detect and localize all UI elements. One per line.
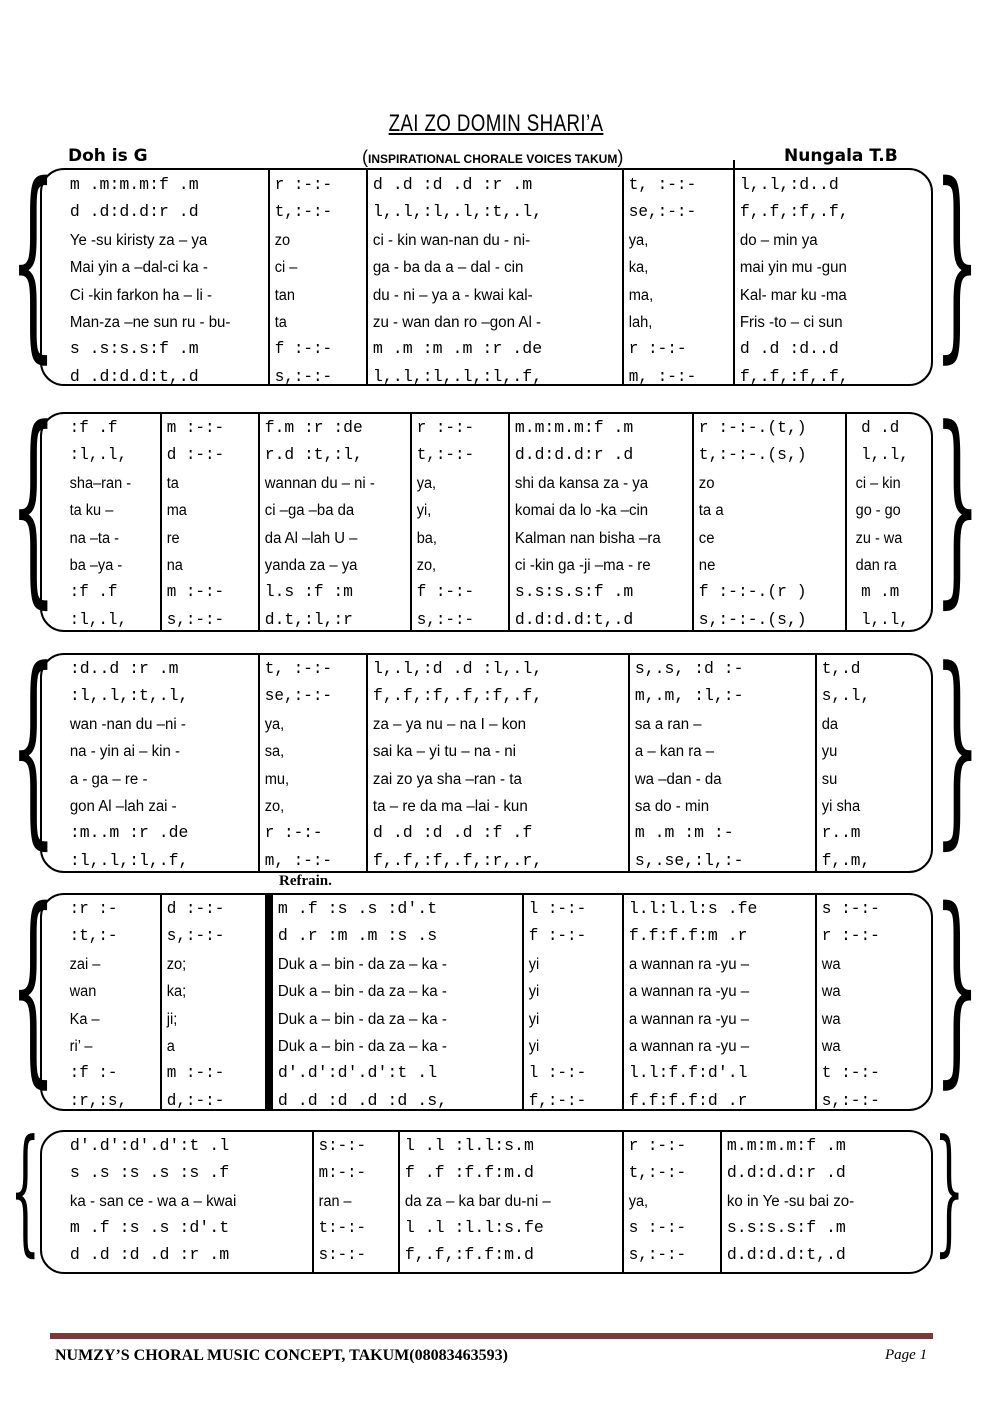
- song-title: ZAI ZO DOMIN SHARI’A: [388, 110, 604, 137]
- solfa-line: t:-:-: [318, 1218, 367, 1238]
- left-brace-icon: {: [10, 865, 57, 1107]
- solfa-line: :l,.l,: [69, 610, 128, 630]
- solfa-line: :l,.l,:t,.l,: [69, 687, 189, 707]
- lyric-line: ka;: [166, 983, 187, 1001]
- lyric-line: Man-za –ne sun ru - bu-: [69, 314, 231, 331]
- lyric-line: Kalman nan bisha –ra: [514, 529, 661, 547]
- lyric-line: yi: [528, 983, 540, 1001]
- lyric-line: do – min ya: [739, 231, 818, 249]
- key-signature: Doh is G: [68, 146, 148, 166]
- solfa-line: m :-:-: [166, 419, 225, 438]
- measure: [624, 895, 817, 1109]
- solfa-line: t,:-:-: [416, 446, 475, 466]
- solfa-line: :t,:-: [69, 927, 118, 947]
- measure: [260, 414, 412, 630]
- lyric-line: yi: [528, 1010, 540, 1028]
- lyric-line: zai –: [69, 955, 101, 973]
- solfa-line: s:-:-: [318, 1137, 367, 1156]
- solfa-line: d'.d':d'.d':t .l: [277, 1064, 438, 1084]
- solfa-line: s,:-:-: [274, 367, 333, 386]
- solfa-line: l,.l,:l,.l,:l,.f,: [372, 367, 543, 386]
- lyric-line: a wannan ra -yu –: [628, 983, 750, 1001]
- solfa-line: f .f :f.f:m.d: [404, 1164, 534, 1184]
- lyric-line: zo: [698, 474, 715, 492]
- measure: [817, 895, 933, 1109]
- solfa-line: d .d:d.d:t,.d: [69, 367, 199, 386]
- solfa-line: d.t,:l,:r: [264, 610, 353, 630]
- solfa-line: d .d: [851, 419, 900, 438]
- lyric-line: za – ya nu – na I – kon: [372, 715, 527, 733]
- solfa-line: m .m :m :-: [634, 824, 734, 844]
- lyric-line: wa –dan - da: [634, 770, 722, 788]
- lyric-line: sai ka – yi tu – na - ni: [372, 743, 516, 761]
- solfa-line: s,.se,:l,:-: [634, 851, 744, 871]
- lyric-line: tan: [274, 286, 295, 304]
- lyric-line: ne: [698, 557, 716, 574]
- lyric-line: Ye -su kiristy za – ya: [69, 231, 208, 249]
- lyric-line: sa a ran –: [634, 715, 702, 733]
- lyric-line: a - ga – re -: [69, 770, 148, 788]
- footer-publisher: NUMZY’S CHORAL MUSIC CONCEPT, TAKUM(08083463593): [55, 1347, 508, 1364]
- lyric-line: dan ra: [851, 557, 897, 574]
- solfa-line: r..m: [821, 824, 861, 844]
- lyric-line: ta: [274, 314, 287, 331]
- solfa-line: s.s:s.s:f .m: [514, 583, 634, 603]
- footer-divider: [50, 1333, 933, 1339]
- composer-name: Nungala T.B: [784, 146, 898, 166]
- solfa-line: s,:-:-: [166, 927, 225, 947]
- solfa-line: r.d :t,:l,: [264, 446, 363, 466]
- solfa-line: r :-:-: [274, 176, 333, 195]
- lyric-line: ba,: [416, 529, 437, 547]
- measure: [847, 414, 933, 630]
- lyric-line: Ci -kin farkon ha – li -: [69, 286, 213, 304]
- lyric-line: na: [166, 557, 183, 574]
- solfa-line: l :-:-: [528, 1064, 587, 1084]
- solfa-line: m .f :s .s :d'.t: [277, 900, 438, 919]
- lyric-line: zo: [274, 231, 291, 249]
- measure: [270, 170, 368, 384]
- measure: [817, 655, 933, 871]
- solfa-line: m.m:m.m:f .m: [726, 1137, 846, 1156]
- lyric-line: Ka –: [69, 1010, 100, 1028]
- measure: [694, 414, 847, 630]
- lyric-line: ka,: [628, 259, 649, 277]
- solfa-line: l.l:f.f:d'.l: [628, 1064, 748, 1084]
- refrain-label: Refrain.: [279, 873, 332, 889]
- solfa-line: s:-:-: [318, 1246, 367, 1266]
- solfa-line: d .d :d .d :f .f: [372, 824, 533, 844]
- lyric-line: wa: [821, 983, 841, 1001]
- lyric-line: ran –: [318, 1192, 352, 1210]
- solfa-line: s,:-:-: [628, 1246, 687, 1266]
- solfa-line: m:-:-: [318, 1164, 367, 1184]
- lyric-line: da Al –lah U –: [264, 529, 358, 547]
- score-system: [40, 1130, 933, 1274]
- solfa-line: m :-:-: [166, 583, 225, 603]
- measure: [64, 170, 270, 384]
- solfa-line: r :-:-: [416, 419, 475, 438]
- solfa-line: s,.l,: [821, 687, 871, 707]
- solfa-line: l,.l,:d..d: [739, 176, 839, 195]
- lyric-line: wannan du – ni -: [264, 474, 375, 492]
- lyric-line: na - yin ai – kin -: [69, 743, 181, 761]
- lyric-line: ci –ga –ba da: [264, 502, 355, 520]
- solfa-line: s,:-:-.(s,): [698, 610, 807, 630]
- measure: [64, 1132, 314, 1272]
- solfa-line: m .m:m.m:f .m: [69, 176, 199, 195]
- lyric-line: a: [166, 1038, 175, 1055]
- solfa-line: d .d :d .d :r .m: [69, 1246, 230, 1266]
- lyric-line: ma,: [628, 286, 654, 304]
- lyric-line: ta a: [698, 502, 724, 520]
- solfa-line: f.m :r :de: [264, 419, 363, 438]
- lyric-line: na –ta -: [69, 529, 119, 547]
- lyric-line: sha–ran -: [69, 474, 132, 492]
- lyric-line: ka - san ce - wa a – kwai: [69, 1192, 237, 1210]
- measure: [624, 1132, 722, 1272]
- choir-name-text: INSPIRATIONAL CHORALE VOICES TAKUM: [368, 152, 618, 166]
- lyric-line: yi sha: [821, 798, 861, 815]
- solfa-line: :f :-: [69, 1064, 118, 1084]
- lyric-line: ci -kin ga -ji –ma - re: [514, 557, 651, 574]
- solfa-line: :f .f: [69, 583, 118, 603]
- solfa-line: r :-:-: [264, 824, 323, 844]
- solfa-line: se,:-:-: [628, 203, 697, 223]
- left-brace-icon: {: [10, 384, 57, 627]
- solfa-line: f.f:f.f:m .r: [628, 927, 748, 947]
- solfa-line: s.s:s.s:f .m: [726, 1218, 846, 1238]
- measure: [624, 170, 735, 384]
- lyric-line: da: [821, 715, 839, 733]
- solfa-line: d .r :m .m :s .s: [277, 927, 438, 947]
- solfa-line: d.d:d.d:t,.d: [726, 1246, 846, 1266]
- solfa-line: d :-:-: [166, 900, 225, 919]
- solfa-line: s .s :s .s :s .f: [69, 1164, 230, 1184]
- solfa-line: l,.l,:l,.l,:t,.l,: [372, 203, 543, 223]
- solfa-line: :l,.l,: [69, 446, 128, 466]
- solfa-line: m .f :s .s :d'.t: [69, 1218, 230, 1238]
- measure: [735, 170, 933, 384]
- lyric-line: go - go: [851, 502, 901, 520]
- lyric-line: Kal- mar ku -ma: [739, 286, 847, 304]
- solfa-line: d .d:d.d:r .d: [69, 203, 199, 223]
- lyric-line: Duk a – bin - da za – ka -: [277, 1010, 447, 1028]
- solfa-line: d :-:-: [166, 446, 225, 466]
- lyric-line: lah,: [628, 314, 653, 331]
- solfa-line: l .l :l.l:s.fe: [404, 1218, 544, 1238]
- left-brace-icon: {: [10, 140, 57, 382]
- measure: [64, 655, 260, 871]
- solfa-line: l,.l,: [851, 610, 909, 630]
- solfa-line: m, :-:-: [264, 851, 333, 871]
- solfa-line: m .m: [851, 583, 900, 603]
- solfa-line: :m..m :r .de: [69, 824, 189, 844]
- solfa-line: se,:-:-: [264, 687, 333, 707]
- lyric-line: a wannan ra -yu –: [628, 1010, 750, 1028]
- solfa-line: r :-:-: [628, 340, 687, 360]
- lyric-line: ta ku –: [69, 502, 114, 520]
- measure: [524, 895, 624, 1109]
- solfa-line: l.s :f :m: [264, 583, 353, 603]
- lyric-line: zu - wa: [851, 529, 903, 547]
- measure: [400, 1132, 624, 1272]
- solfa-line: l .l :l.l:s.m: [404, 1137, 534, 1156]
- score-system: [40, 168, 933, 386]
- solfa-line: f :-:-: [274, 340, 333, 360]
- lyric-line: ga - ba da a – dal - cin: [372, 259, 524, 277]
- solfa-line: d .d :d .d :r .m: [372, 176, 533, 195]
- lyric-line: ci –: [274, 259, 298, 277]
- solfa-line: s,:-:-: [166, 610, 225, 630]
- lyric-line: Duk a – bin - da za – ka -: [277, 1038, 447, 1055]
- lyric-line: zu - wan dan ro –gon Al -: [372, 314, 542, 331]
- lyric-line: ji;: [166, 1010, 178, 1028]
- solfa-line: :r,:s,: [69, 1091, 128, 1111]
- solfa-line: t, :-:-: [264, 660, 333, 679]
- solfa-line: l,.l,:d .d :l,.l,: [372, 660, 543, 679]
- lyric-line: re: [166, 529, 180, 547]
- page-number: Page 1: [885, 1347, 928, 1363]
- solfa-line: r :-:-: [821, 927, 880, 947]
- lyric-line: zo,: [416, 557, 437, 574]
- lyric-line: yi: [528, 1038, 540, 1055]
- lyric-line: mai yin mu -gun: [739, 259, 847, 277]
- solfa-line: t :-:-: [821, 1064, 880, 1084]
- measure: [267, 895, 524, 1109]
- score-system: [40, 412, 933, 632]
- lyric-line: ya,: [264, 715, 285, 733]
- lyric-line: zo;: [166, 955, 187, 973]
- lyric-line: sa do - min: [634, 798, 710, 815]
- solfa-line: m, :-:-: [628, 367, 697, 386]
- lyric-line: ci – kin: [851, 474, 901, 492]
- solfa-line: :f .f: [69, 419, 118, 438]
- solfa-line: s,:-:-: [416, 610, 475, 630]
- solfa-line: f,.f,:f,.f,: [739, 367, 849, 386]
- lyric-line: ba –ya -: [69, 557, 123, 574]
- lyric-line: yu: [821, 743, 838, 761]
- solfa-line: d .d :d..d: [739, 340, 839, 360]
- lyric-line: sa,: [264, 743, 285, 761]
- solfa-line: m,.m, :l,:-: [634, 687, 744, 707]
- measure: [368, 170, 624, 384]
- solfa-line: f :-:-: [416, 583, 475, 603]
- solfa-line: m .m :m .m :r .de: [372, 340, 543, 360]
- solfa-line: s,:-:-: [821, 1091, 880, 1111]
- lyric-line: ri’ –: [69, 1038, 93, 1055]
- lyric-line: a wannan ra -yu –: [628, 1038, 750, 1055]
- solfa-line: t,:-:-: [628, 1164, 687, 1184]
- solfa-line: f.f:f.f:d .r: [628, 1091, 748, 1111]
- lyric-line: ma: [166, 502, 187, 520]
- solfa-line: t,:-:-: [274, 203, 333, 223]
- solfa-line: d.d:d.d:r .d: [726, 1164, 846, 1184]
- lyric-line: ci - kin wan-nan du - ni-: [372, 231, 531, 249]
- right-brace-icon: }: [934, 140, 981, 382]
- measure: [162, 895, 267, 1109]
- measure: [314, 1132, 400, 1272]
- lyric-line: gon Al –lah zai -: [69, 798, 177, 815]
- lyric-line: wa: [821, 955, 841, 973]
- solfa-line: f,.f,:f.f:m.d: [404, 1246, 534, 1266]
- solfa-line: :r :-: [69, 900, 118, 919]
- lyric-line: zai zo ya sha –ran - ta: [372, 770, 522, 788]
- solfa-line: d,:-:-: [166, 1091, 225, 1111]
- solfa-line: f,:-:-: [528, 1091, 587, 1111]
- lyric-line: da za – ka bar du-ni –: [404, 1192, 551, 1210]
- solfa-line: s :-:-: [628, 1218, 687, 1238]
- lyric-line: wa: [821, 1038, 841, 1055]
- lyric-line: ya,: [416, 474, 437, 492]
- lyric-line: Duk a – bin - da za – ka -: [277, 955, 447, 973]
- measure: [368, 655, 630, 871]
- lyric-line: ya,: [628, 1192, 649, 1210]
- lyric-line: du - ni – ya a - kwai kal-: [372, 286, 533, 304]
- lyric-line: ya,: [628, 231, 649, 249]
- lyric-line: ko in Ye -su bai zo-: [726, 1192, 855, 1210]
- measure: [260, 655, 368, 871]
- solfa-line: :l,.l,:l,.f,: [69, 851, 189, 871]
- measure: [722, 1132, 933, 1272]
- lyric-line: zo,: [264, 798, 285, 815]
- measure: [630, 655, 817, 871]
- lyric-line: shi da kansa za - ya: [514, 474, 649, 492]
- solfa-line: d.d:d.d:t,.d: [514, 610, 634, 630]
- solfa-line: s :-:-: [821, 900, 880, 919]
- right-brace-icon: }: [934, 384, 981, 627]
- lyric-line: a wannan ra -yu –: [628, 955, 750, 973]
- lyric-line: yi,: [416, 502, 432, 520]
- solfa-line: t, :-:-: [628, 176, 697, 195]
- solfa-line: l.l:l.l:s .fe: [628, 900, 758, 919]
- score-system: [40, 653, 933, 873]
- measure: [64, 895, 162, 1109]
- lyric-line: wan: [69, 983, 97, 1001]
- lyric-line: Fris -to – ci sun: [739, 314, 843, 331]
- measure: [64, 414, 162, 630]
- solfa-line: d'.d':d'.d':t .l: [69, 1137, 230, 1156]
- solfa-line: s .s:s.s:f .m: [69, 340, 199, 360]
- lyric-line: Duk a – bin - da za – ka -: [277, 983, 447, 1001]
- choir-name: (INSPIRATIONAL CHORALE VOICES TAKUM): [362, 147, 624, 167]
- lyric-line: wan -nan du –ni -: [69, 715, 186, 733]
- measure: [412, 414, 510, 630]
- lyric-line: wa: [821, 1010, 841, 1028]
- measure: [510, 414, 694, 630]
- solfa-line: f :-:-: [528, 927, 587, 947]
- solfa-line: f,.m,: [821, 851, 871, 871]
- solfa-line: m.m:m.m:f .m: [514, 419, 634, 438]
- left-brace-icon: {: [10, 625, 57, 868]
- right-brace-icon: }: [934, 1110, 965, 1270]
- right-brace-icon: }: [934, 625, 981, 868]
- lyric-line: mu,: [264, 770, 290, 788]
- lyric-line: su: [821, 770, 838, 788]
- right-brace-icon: }: [934, 865, 981, 1107]
- solfa-line: t,:-:-.(s,): [698, 446, 807, 466]
- lyric-line: komai da lo -ka –cin: [514, 502, 649, 520]
- solfa-line: r :-:-.(t,): [698, 419, 807, 438]
- solfa-line: l :-:-: [528, 900, 587, 919]
- solfa-line: d .d :d .d :d .s,: [277, 1091, 448, 1111]
- score-system: [40, 893, 933, 1111]
- measure: [162, 414, 260, 630]
- lyric-line: ta: [166, 474, 179, 492]
- solfa-line: l,.l,: [851, 446, 909, 466]
- solfa-line: f,.f,:f,.f,: [739, 203, 849, 223]
- left-brace-icon: {: [10, 1110, 41, 1270]
- lyric-line: ce: [698, 529, 715, 547]
- solfa-line: r :-:-: [628, 1137, 687, 1156]
- solfa-line: t,.d: [821, 660, 861, 679]
- solfa-line: d.d:d.d:r .d: [514, 446, 634, 466]
- lyric-line: yi: [528, 955, 540, 973]
- lyric-line: yanda za – ya: [264, 557, 358, 574]
- solfa-line: :d..d :r .m: [69, 660, 179, 679]
- solfa-line: f,.f,:f,.f,:f,.f,: [372, 687, 543, 707]
- lyric-line: ta – re da ma –lai - kun: [372, 798, 528, 815]
- solfa-line: s,.s, :d :-: [634, 660, 744, 679]
- solfa-line: m :-:-: [166, 1064, 225, 1084]
- lyric-line: a – kan ra –: [634, 743, 715, 761]
- solfa-line: f,.f,:f,.f,:r,.r,: [372, 851, 543, 871]
- solfa-line: f :-:-.(r ): [698, 583, 807, 603]
- lyric-line: Mai yin a –dal-ci ka -: [69, 259, 208, 277]
